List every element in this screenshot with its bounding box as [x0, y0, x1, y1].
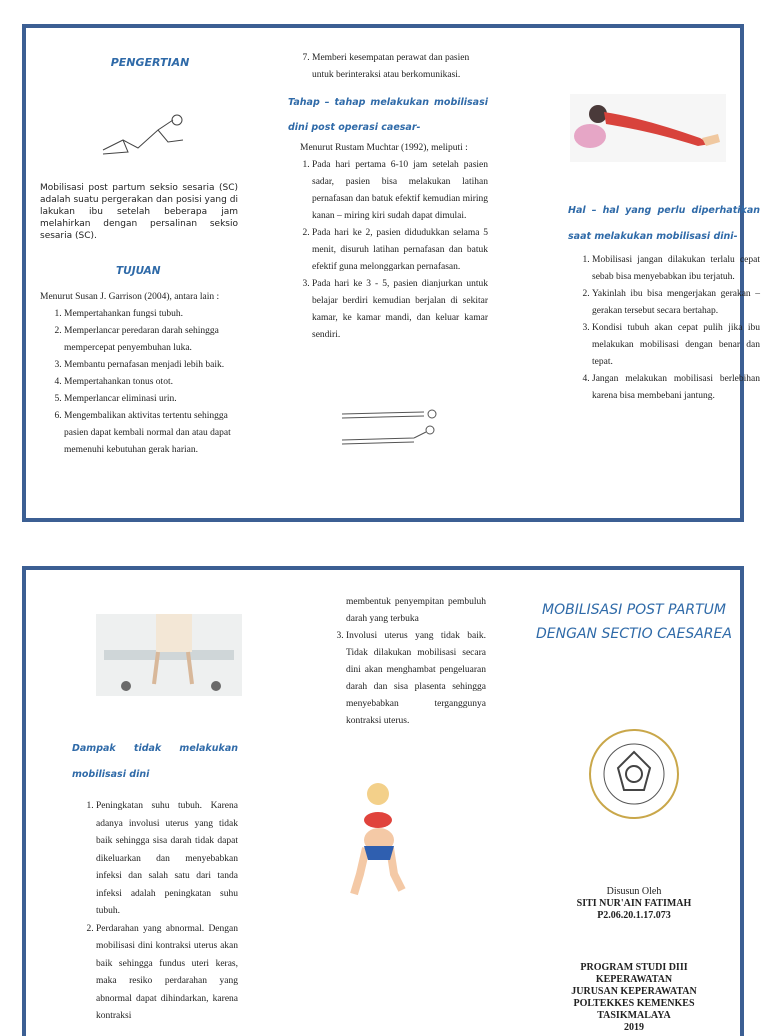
dampak-list-continued	[322, 628, 486, 730]
hal-list	[568, 252, 760, 405]
list-item: 1. Peningkatan suhu tubuh. Karena adanya involusi uterus yang tidak baik sehingga sisa darah tidak dapat dikeluarkan dan menyebabkan infeksi dan salah satu dari tanda infeksi adalah peningkatan suhu tubuh.	[96, 798, 238, 921]
dampak-list	[72, 798, 238, 1026]
list-item: 7. Memberi kesempatan perawat dan pasien untuk berinteraksi atau berkomunikasi.	[312, 50, 488, 84]
program-line: KEPERAWATAN	[595, 974, 673, 985]
poltekkes-logo	[588, 728, 680, 820]
brochure-title: MOBILISASI POST PARTUM DENGAN SECTIO CAESAREA	[536, 602, 732, 642]
list-item: 3. Pada hari ke 3 - 5, pasien dianjurkan untuk belajar berdiri kemudian berjalan di sekitar kamar, ke kamar mandi, dan keluar kamar sendiri.	[312, 276, 488, 344]
column-right-cover	[534, 598, 734, 646]
list-item: 3. Kondisi tubuh akan cepat pulih jika ibu melakukan mobilisasi dengan benar dan tepat.	[592, 320, 760, 371]
list-item: 6. Mengembalikan aktivitas tertentu sehingga pasien dapat kembali normal dan atau dapat memenuhi kebutuhan gerak harian.	[64, 408, 240, 459]
column-right	[568, 198, 760, 405]
list-item: 2. Pada hari ke 2, pasien didudukkan selama 5 menit, disuruh latihan pernafasan dan batuk efektif guna melonggarkan pernafasan.	[312, 225, 488, 276]
tujuan-list-continued	[288, 50, 488, 84]
department-line: JURUSAN KEPERAWATAN	[571, 986, 697, 997]
institution-block	[534, 962, 734, 1034]
heading-pengertian: PENGERTIAN	[110, 56, 190, 69]
tujuan-intro: Menurut Susan J. Garrison (2004), antara lain :	[40, 292, 220, 302]
prepared-by-label: Disusun Oleh	[606, 886, 662, 897]
column-middle	[288, 50, 488, 344]
list-item: 2. Perdarahan yang abnormal. Dengan mobilisasi dini kontraksi uterus akan baik sehingga fundus uteri keras, maka resiko perdarahan yang abnormal dapat dihindarkan, karena kontraksi	[96, 921, 238, 1026]
brochure-page-outside	[22, 566, 744, 1036]
author-name: SITI NUR'AIN FATIMAH	[576, 898, 692, 909]
woman-walking-illustration	[346, 776, 412, 900]
heading-hal-hal: Hal – hal yang perlu diperhatikan saat melakukan mobilisasi dini-	[568, 205, 760, 242]
exercise-illustration	[98, 110, 188, 160]
author-nim: P2.06.20.1.17.073	[597, 910, 671, 921]
program-line: PROGRAM STUDI DIII	[580, 962, 688, 973]
brochure-page-inside	[22, 24, 760, 522]
list-item: 3. Membantu pernafasan menjadi lebih baik.	[64, 357, 240, 374]
column-left	[72, 736, 238, 1026]
institution-line: POLTEKKES KEMENKES	[573, 998, 695, 1009]
heading-tahap: Tahap – tahap melakukan mobilisasi dini post operasi caesar-	[288, 97, 488, 133]
column-left	[40, 54, 240, 71]
list-item: 2. Yakinlah ibu bisa mengerjakan gerakan – gerakan tersebut secara bertahap.	[592, 286, 760, 320]
dampak-continued-text: membentuk penyempitan pembuluh darah yang terbuka	[346, 597, 486, 624]
tahap-intro: Menurut Rustam Muchtar (1992), meliputi :	[300, 143, 468, 153]
tahap-list	[288, 157, 488, 344]
heading-dampak: Dampak tidak melakukan mobilisasi dini	[72, 743, 238, 780]
list-item: 2. Memperlancar peredaran darah sehingga mempercepat penyembuhan luka.	[64, 323, 240, 357]
list-item: 1. Pada hari pertama 6-10 jam setelah pasien sadar, pasien bisa melakukan latihan pernafasan dan batuk efektif kemudian miring kanan – miring kiri sudah dapat dimulai.	[312, 157, 488, 225]
heading-tujuan: TUJUAN	[116, 265, 161, 277]
woman-lying-illustration	[570, 94, 726, 162]
hospital-bed-photo	[96, 614, 242, 696]
definition-text: Mobilisasi post partum seksio sesaria (SC) adalah suatu pergerakan dan posisi yang di lakukan ibu setelah beberapa jam melahirkan dengan persalinan seksio sesaria (SC).	[40, 183, 238, 241]
lying-sitting-illustration	[334, 404, 454, 454]
list-item: 4. Jangan melakukan mobilisasi berlebihan karena bisa membebani jantung.	[592, 371, 760, 405]
list-item: 4. Mempertahankan tonus otot.	[64, 374, 240, 391]
list-item: 3. Involusi uterus yang tidak baik. Tidak dilakukan mobilisasi secara dini akan menghambat pengeluaran darah dan sisa plasenta sehingga menyebabkan terganggunya kontraksi uterus.	[346, 628, 486, 730]
author-block	[534, 886, 734, 922]
list-item: 1. Mempertahankan fungsi tubuh.	[64, 306, 240, 323]
tujuan-list	[40, 306, 240, 459]
list-item: 1. Mobilisasi jangan dilakukan terlalu cepat sebab bisa menyebabkan ibu terjatuh.	[592, 252, 760, 286]
city-line: TASIKMALAYA	[597, 1010, 671, 1021]
list-item: 5. Memperlancar eliminasi urin.	[64, 391, 240, 408]
tujuan-section	[40, 289, 240, 459]
year-line: 2019	[624, 1022, 644, 1033]
column-middle	[322, 594, 486, 730]
